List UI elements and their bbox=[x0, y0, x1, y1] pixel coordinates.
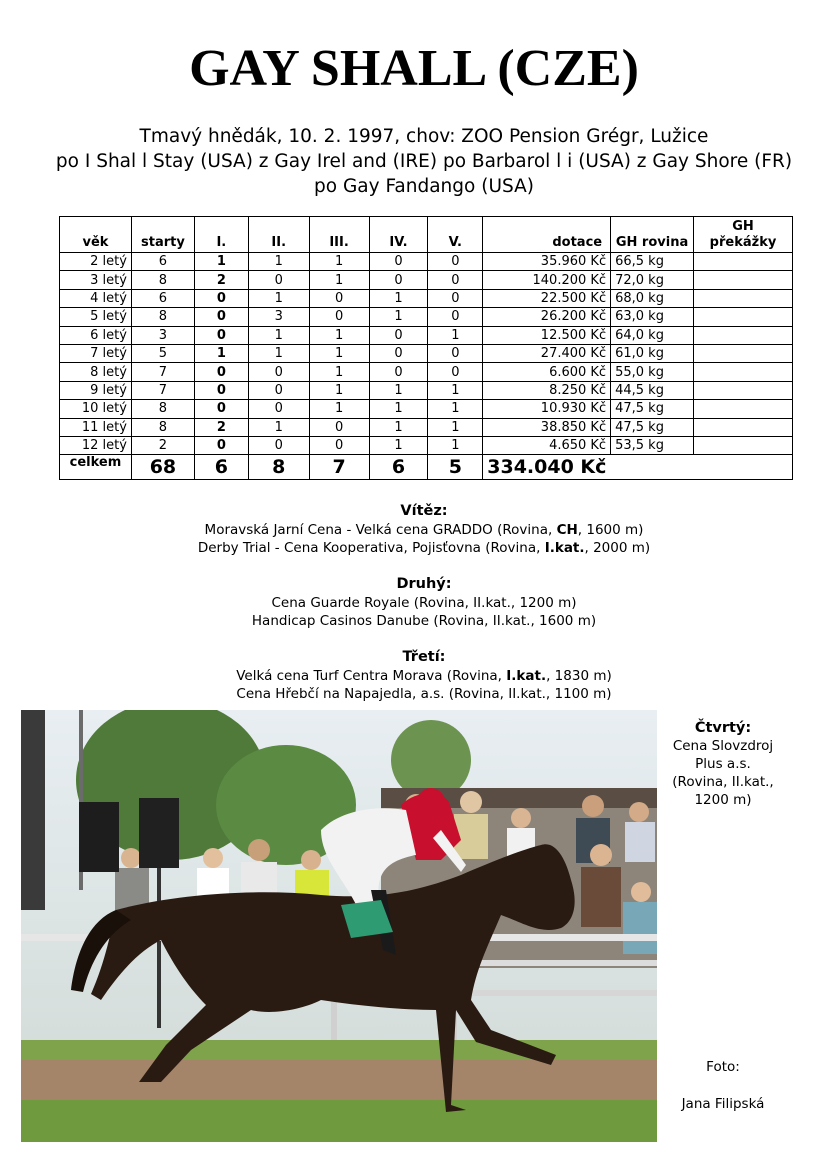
table-row bbox=[60, 308, 793, 326]
cell-starty: 3 bbox=[131, 326, 194, 344]
cell-p5: 0 bbox=[428, 253, 483, 271]
fourth-race-line-4: 1200 m) bbox=[694, 792, 752, 808]
cell-gh-rovina: 53,5 kg bbox=[611, 436, 694, 454]
fourth-race-line-2: Plus a.s. bbox=[695, 756, 751, 772]
cell-p4: 1 bbox=[369, 289, 428, 307]
cell-dotace: 26.200 Kč bbox=[483, 308, 611, 326]
cell-p4: 0 bbox=[369, 253, 428, 271]
winner-race-2-distance: , 2000 m) bbox=[584, 540, 651, 556]
cell-p2: 0 bbox=[248, 363, 309, 381]
table-row bbox=[60, 381, 793, 399]
header-p1: I. bbox=[194, 217, 248, 253]
results-fourth bbox=[664, 719, 782, 809]
fourth-race-line-1: Cena Slovzdroj bbox=[672, 738, 774, 754]
cell-p3: 0 bbox=[309, 308, 369, 326]
cell-p2: 1 bbox=[248, 344, 309, 362]
table-row bbox=[60, 436, 793, 454]
cell-vek: 4 letý bbox=[60, 289, 132, 307]
cell-p1: 0 bbox=[194, 308, 248, 326]
cell-p4: 1 bbox=[369, 400, 428, 418]
table-row bbox=[60, 363, 793, 381]
cell-p1: 2 bbox=[194, 418, 248, 436]
page-title: GAY SHALL (CZE) bbox=[189, 40, 639, 97]
table-row bbox=[60, 289, 793, 307]
fourth-heading: Čtvrtý: bbox=[694, 720, 752, 736]
cell-gh-prekazky bbox=[694, 289, 793, 307]
cell-vek: 6 letý bbox=[60, 326, 132, 344]
cell-p3: 1 bbox=[309, 381, 369, 399]
cell-vek: 3 letý bbox=[60, 271, 132, 289]
cell-p2: 0 bbox=[248, 436, 309, 454]
header-starty: starty bbox=[131, 217, 194, 253]
horse-photo-illustration bbox=[21, 710, 657, 1142]
table-row bbox=[60, 271, 793, 289]
cell-gh-prekazky bbox=[694, 326, 793, 344]
header-p4: IV. bbox=[369, 217, 428, 253]
table-row bbox=[60, 400, 793, 418]
cell-p3: 0 bbox=[309, 418, 369, 436]
cell-gh-rovina: 47,5 kg bbox=[611, 418, 694, 436]
header-p5: V. bbox=[428, 217, 483, 253]
career-stats-table bbox=[59, 216, 793, 480]
cell-p2: 3 bbox=[248, 308, 309, 326]
cell-p3: 1 bbox=[309, 344, 369, 362]
info-line-3: po Gay Fandango (USA) bbox=[314, 176, 534, 197]
cell-vek: 12 letý bbox=[60, 436, 132, 454]
cell-p4: 0 bbox=[369, 344, 428, 362]
cell-p4: 1 bbox=[369, 436, 428, 454]
cell-starty: 2 bbox=[131, 436, 194, 454]
cell-starty: 8 bbox=[131, 271, 194, 289]
cell-starty: 5 bbox=[131, 344, 194, 362]
winner-race-2-class: I.kat. bbox=[544, 540, 585, 556]
cell-p4: 1 bbox=[369, 418, 428, 436]
cell-dotace: 12.500 Kč bbox=[483, 326, 611, 344]
cell-starty: 6 bbox=[131, 253, 194, 271]
total-p1: 6 bbox=[194, 455, 248, 480]
photo-credit-label: Foto: bbox=[706, 1059, 740, 1075]
cell-p2: 1 bbox=[248, 418, 309, 436]
cell-dotace: 35.960 Kč bbox=[483, 253, 611, 271]
cell-p4: 1 bbox=[369, 308, 428, 326]
fourth-race-line-3: (Rovina, II.kat., bbox=[672, 774, 774, 790]
cell-p5: 1 bbox=[428, 418, 483, 436]
cell-p3: 1 bbox=[309, 253, 369, 271]
cell-gh-prekazky bbox=[694, 436, 793, 454]
total-p4: 6 bbox=[369, 455, 428, 480]
cell-p4: 1 bbox=[369, 381, 428, 399]
horse-info bbox=[0, 124, 828, 199]
cell-p4: 0 bbox=[369, 363, 428, 381]
cell-gh-prekazky bbox=[694, 344, 793, 362]
info-line-1: Tmavý hnědák, 10. 2. 1997, chov: ZOO Pension Grégr, Lužice bbox=[139, 126, 709, 147]
cell-dotace: 22.500 Kč bbox=[483, 289, 611, 307]
cell-p2: 1 bbox=[248, 253, 309, 271]
cell-gh-prekazky bbox=[694, 418, 793, 436]
cell-p1: 1 bbox=[194, 253, 248, 271]
table-row bbox=[60, 344, 793, 362]
cell-p1: 1 bbox=[194, 344, 248, 362]
cell-starty: 8 bbox=[131, 400, 194, 418]
table-row bbox=[60, 418, 793, 436]
cell-p2: 0 bbox=[248, 271, 309, 289]
cell-gh-rovina: 63,0 kg bbox=[611, 308, 694, 326]
cell-p3: 1 bbox=[309, 400, 369, 418]
cell-gh-rovina: 47,5 kg bbox=[611, 400, 694, 418]
cell-p2: 0 bbox=[248, 400, 309, 418]
cell-gh-prekazky bbox=[694, 363, 793, 381]
cell-starty: 8 bbox=[131, 418, 194, 436]
cell-p3: 0 bbox=[309, 289, 369, 307]
cell-gh-rovina: 55,0 kg bbox=[611, 363, 694, 381]
third-heading: Třetí: bbox=[402, 649, 446, 665]
cell-p3: 0 bbox=[309, 436, 369, 454]
third-race-1-text: Velká cena Turf Centra Morava (Rovina, bbox=[236, 668, 507, 684]
cell-gh-rovina: 61,0 kg bbox=[611, 344, 694, 362]
table-row bbox=[60, 253, 793, 271]
winner-race-2-text: Derby Trial - Cena Kooperativa, Pojisťovna (Rovina, bbox=[197, 540, 545, 556]
cell-p3: 1 bbox=[309, 271, 369, 289]
table-total-row bbox=[60, 455, 793, 480]
cell-vek: 2 letý bbox=[60, 253, 132, 271]
third-race-1-distance: , 1830 m) bbox=[546, 668, 612, 684]
cell-p1: 2 bbox=[194, 271, 248, 289]
winner-heading: Vítěz: bbox=[400, 503, 448, 519]
cell-gh-rovina: 68,0 kg bbox=[611, 289, 694, 307]
cell-p5: 0 bbox=[428, 308, 483, 326]
total-label: celkem bbox=[60, 455, 132, 480]
header-dotace: dotace bbox=[483, 217, 611, 253]
header-gh-prekazky: GH překážky bbox=[694, 217, 793, 253]
cell-dotace: 4.650 Kč bbox=[483, 436, 611, 454]
cell-p4: 0 bbox=[369, 271, 428, 289]
total-p5: 5 bbox=[428, 455, 483, 480]
table-row bbox=[60, 326, 793, 344]
total-p3: 7 bbox=[309, 455, 369, 480]
cell-p5: 0 bbox=[428, 289, 483, 307]
cell-p5: 1 bbox=[428, 381, 483, 399]
header-p2: II. bbox=[248, 217, 309, 253]
second-race-1: Cena Guarde Royale (Rovina, II.kat., 1200 m) bbox=[271, 595, 577, 611]
header-vek: věk bbox=[60, 217, 132, 253]
cell-dotace: 10.930 Kč bbox=[483, 400, 611, 418]
cell-p3: 1 bbox=[309, 326, 369, 344]
winner-race-2 bbox=[0, 539, 828, 557]
cell-starty: 8 bbox=[131, 308, 194, 326]
cell-gh-prekazky bbox=[694, 271, 793, 289]
third-race-1-class: I.kat. bbox=[506, 668, 547, 684]
cell-vek: 10 letý bbox=[60, 400, 132, 418]
cell-p4: 0 bbox=[369, 326, 428, 344]
cell-gh-prekazky bbox=[694, 308, 793, 326]
header-p3: III. bbox=[309, 217, 369, 253]
cell-p1: 0 bbox=[194, 289, 248, 307]
cell-p5: 0 bbox=[428, 344, 483, 362]
cell-vek: 5 letý bbox=[60, 308, 132, 326]
cell-p5: 1 bbox=[428, 436, 483, 454]
cell-p3: 1 bbox=[309, 363, 369, 381]
cell-p1: 0 bbox=[194, 381, 248, 399]
total-p2: 8 bbox=[248, 455, 309, 480]
cell-p2: 0 bbox=[248, 381, 309, 399]
results-winner bbox=[0, 502, 828, 557]
cell-gh-prekazky bbox=[694, 253, 793, 271]
second-heading: Druhý: bbox=[396, 576, 452, 592]
second-race-2: Handicap Casinos Danube (Rovina, II.kat., 1600 m) bbox=[251, 613, 597, 629]
cell-dotace: 6.600 Kč bbox=[483, 363, 611, 381]
results-second bbox=[0, 575, 828, 630]
cell-starty: 7 bbox=[131, 381, 194, 399]
cell-p1: 0 bbox=[194, 436, 248, 454]
cell-vek: 8 letý bbox=[60, 363, 132, 381]
cell-p1: 0 bbox=[194, 326, 248, 344]
winner-race-1 bbox=[0, 521, 828, 539]
cell-gh-rovina: 72,0 kg bbox=[611, 271, 694, 289]
cell-gh-prekazky bbox=[694, 381, 793, 399]
header-gh-rovina: GH rovina bbox=[611, 217, 694, 253]
cell-starty: 6 bbox=[131, 289, 194, 307]
cell-dotace: 140.200 Kč bbox=[483, 271, 611, 289]
cell-vek: 11 letý bbox=[60, 418, 132, 436]
third-race-1 bbox=[0, 667, 828, 685]
cell-gh-rovina: 66,5 kg bbox=[611, 253, 694, 271]
total-starty: 68 bbox=[131, 455, 194, 480]
cell-p5: 1 bbox=[428, 400, 483, 418]
total-dotace: 334.040 Kč bbox=[483, 455, 793, 480]
cell-gh-rovina: 64,0 kg bbox=[611, 326, 694, 344]
cell-p5: 0 bbox=[428, 271, 483, 289]
winner-race-1-text: Moravská Jarní Cena - Velká cena GRADDO (Rovina, bbox=[204, 522, 557, 538]
cell-dotace: 38.850 Kč bbox=[483, 418, 611, 436]
cell-vek: 7 letý bbox=[60, 344, 132, 362]
results-third bbox=[0, 648, 828, 703]
cell-p2: 1 bbox=[248, 289, 309, 307]
cell-gh-rovina: 44,5 kg bbox=[611, 381, 694, 399]
winner-race-1-distance: , 1600 m) bbox=[577, 522, 644, 538]
cell-vek: 9 letý bbox=[60, 381, 132, 399]
cell-dotace: 8.250 Kč bbox=[483, 381, 611, 399]
horse-photo bbox=[21, 710, 657, 1142]
cell-p5: 1 bbox=[428, 326, 483, 344]
cell-dotace: 27.400 Kč bbox=[483, 344, 611, 362]
cell-starty: 7 bbox=[131, 363, 194, 381]
photo-credit-name: Jana Filipská bbox=[681, 1096, 765, 1112]
table-header-row bbox=[60, 217, 793, 253]
third-race-2: Cena Hřebčí na Napajedla, a.s. (Rovina, II.kat., 1100 m) bbox=[236, 686, 612, 702]
cell-gh-prekazky bbox=[694, 400, 793, 418]
cell-p1: 0 bbox=[194, 363, 248, 381]
winner-race-1-class: CH bbox=[556, 522, 578, 538]
cell-p5: 0 bbox=[428, 363, 483, 381]
cell-p2: 1 bbox=[248, 326, 309, 344]
cell-p1: 0 bbox=[194, 400, 248, 418]
info-line-2: po I Shal l Stay (USA) z Gay Irel and (IRE) po Barbarol l i (USA) z Gay Shore (FR) bbox=[55, 151, 793, 172]
